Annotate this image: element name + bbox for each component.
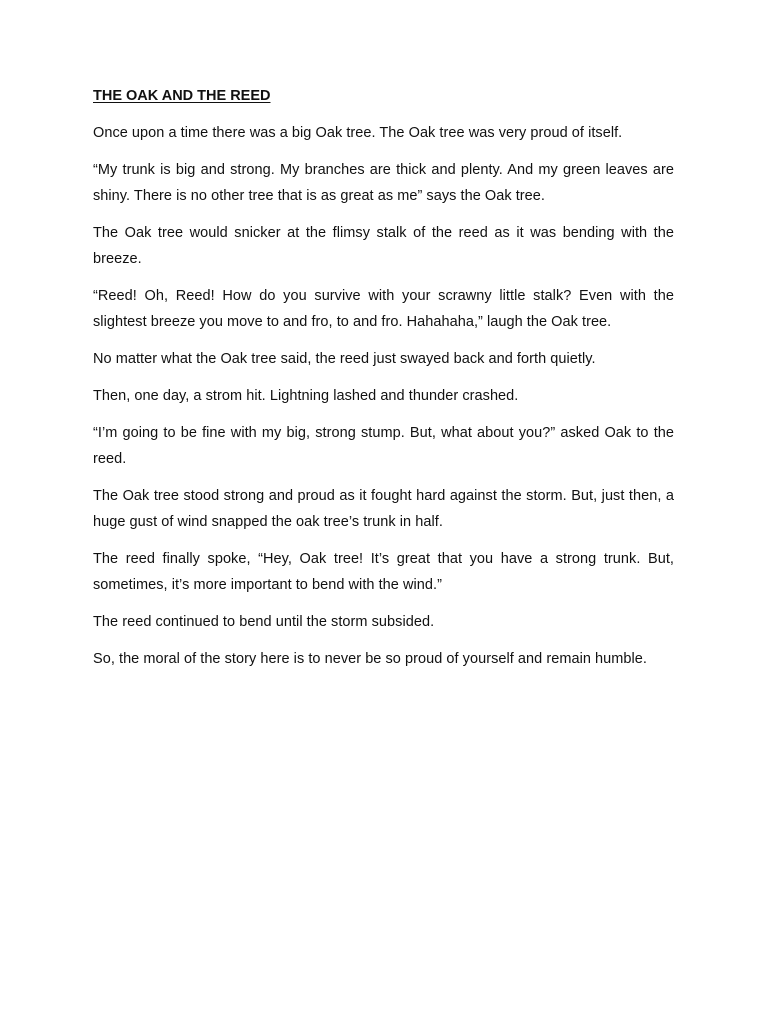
paragraph-8: The Oak tree stood strong and proud as it fought hard against the storm. But, just then, a huge gust of wind snapped the oak tree’s trunk in half. xyxy=(93,488,674,530)
document-page xyxy=(93,86,674,683)
paragraph-4: “Reed! Oh, Reed! How do you survive with your scrawny little stalk? Even with the slightest breeze you move to and fro, to and fro. Hahahaha,” laugh the Oak tree. xyxy=(93,288,674,330)
paragraph-1: Once upon a time there was a big Oak tree. The Oak tree was very proud of itself. xyxy=(93,125,623,141)
paragraph-7: “I’m going to be fine with my big, strong stump. But, what about you?” asked Oak to the reed. xyxy=(93,425,674,467)
paragraph-2: “My trunk is big and strong. My branches are thick and plenty. And my green leaves are shiny. There is no other tree that is as great as me” says the Oak tree. xyxy=(93,162,674,204)
paragraph-6: Then, one day, a strom hit. Lightning lashed and thunder crashed. xyxy=(93,388,519,404)
paragraph-9: The reed finally spoke, “Hey, Oak tree! It’s great that you have a strong trunk. But, sometimes, it’s more important to bend with the wind.” xyxy=(93,551,674,593)
paragraph-5: No matter what the Oak tree said, the reed just swayed back and forth quietly. xyxy=(93,351,596,367)
paragraph-3: The Oak tree would snicker at the flimsy stalk of the reed as it was bending with the breeze. xyxy=(93,225,674,267)
document-title: THE OAK AND THE REED xyxy=(93,88,271,104)
paragraph-11: So, the moral of the story here is to never be so proud of yourself and remain humble. xyxy=(93,651,647,667)
paragraph-10: The reed continued to bend until the storm subsided. xyxy=(93,614,435,630)
